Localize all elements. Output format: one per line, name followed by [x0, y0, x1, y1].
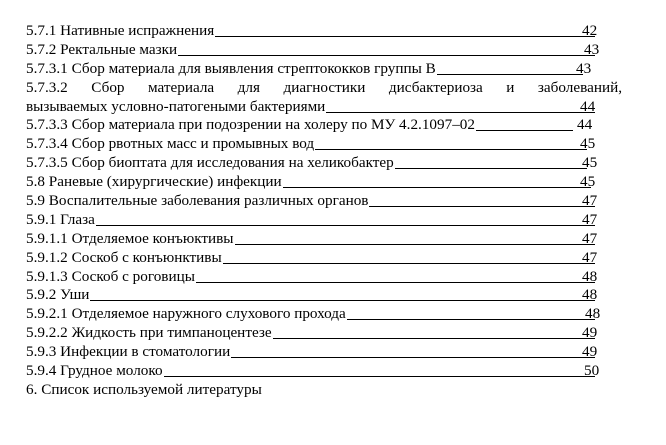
toc-page-number: 45 — [580, 173, 596, 191]
toc-page-number: 44 — [580, 97, 596, 115]
toc-leader-line — [96, 225, 595, 226]
toc-leader-line — [231, 357, 595, 358]
toc-page-number: 45 — [580, 135, 596, 153]
toc-entry — [26, 22, 622, 41]
toc-entry-title: 6. Список используемой литературы — [26, 380, 262, 398]
toc-leader-line — [347, 319, 595, 320]
toc-entry — [26, 343, 622, 362]
toc-page-number: 47 — [582, 210, 598, 228]
toc-entry — [26, 41, 622, 60]
toc-entry-title: 5.7.3.3 Сбор материала при подозрении на холеру по МУ 4.2.1097–02 — [26, 116, 475, 134]
toc-leader-line — [315, 149, 587, 150]
toc-page-number: 47 — [582, 192, 598, 210]
toc-entry — [26, 305, 622, 324]
toc-entry-title: 5.9.1.1 Отделяемое конъюктивы — [26, 229, 234, 247]
toc-page-number: 47 — [582, 248, 598, 266]
toc-entry — [26, 362, 622, 381]
toc-leader-line — [196, 282, 595, 283]
toc-page-number: 47 — [582, 229, 598, 247]
table-of-contents — [26, 22, 622, 400]
toc-entry — [26, 98, 622, 117]
toc-entry — [26, 230, 622, 249]
toc-leader-line — [395, 168, 587, 169]
toc-leader-line — [235, 244, 595, 245]
toc-page-number: 49 — [582, 343, 598, 361]
toc-entry — [26, 79, 622, 98]
toc-entry-title: 5.9.1 Глаза — [26, 210, 95, 228]
toc-entry-title: 5.7.3.1 Сбор материала для выявления стрептококков группы В — [26, 59, 436, 77]
toc-entry-title: 5.7.3.2 Сбор материала для диагностики дисбактериоза и заболеваний, — [26, 78, 622, 96]
toc-page-number: 49 — [582, 324, 598, 342]
toc-page-number: 50 — [584, 362, 600, 380]
toc-entry-title: 5.7.2 Ректальные мазки — [26, 40, 178, 58]
toc-page-number: 43 — [576, 59, 592, 77]
toc-leader-line — [178, 55, 595, 56]
toc-leader-line — [223, 263, 595, 264]
toc-entry — [26, 268, 622, 287]
toc-entry-title: 5.9.4 Грудное молоко — [26, 362, 163, 380]
toc-entry — [26, 249, 622, 268]
toc-entry — [26, 173, 622, 192]
toc-entry-title: 5.7.1 Нативные испражнения — [26, 22, 215, 39]
toc-leader-line — [369, 206, 595, 207]
toc-page-number: 45 — [582, 154, 598, 172]
toc-entry — [26, 135, 622, 154]
toc-leader-line — [90, 300, 595, 301]
toc-entry — [26, 60, 622, 79]
toc-leader-line — [273, 338, 595, 339]
toc-entry-title: вызываемых условно-патогеными бактериями — [26, 97, 326, 115]
toc-entry — [26, 116, 622, 135]
toc-page-number: 43 — [584, 40, 600, 58]
toc-page-number: 44 — [577, 116, 593, 134]
toc-leader-line — [215, 36, 595, 37]
toc-leader-line — [283, 187, 591, 188]
toc-entry — [26, 192, 622, 211]
toc-entry-title: 5.9.1.3 Соскоб с роговицы — [26, 267, 195, 285]
toc-entry-title: 5.9.3 Инфекции в стоматологии — [26, 343, 231, 361]
toc-entry-title: 5.9.2.2 Жидкость при тимпаноцентезе — [26, 324, 272, 342]
toc-entry — [26, 154, 622, 173]
toc-entry — [26, 381, 622, 400]
toc-page-number: 42 — [582, 22, 598, 39]
toc-leader-line — [476, 130, 573, 131]
toc-leader-line — [164, 376, 595, 377]
toc-entry-title: 5.9.2.1 Отделяемое наружного слухового прохода — [26, 305, 346, 323]
toc-entry — [26, 286, 622, 305]
toc-entry-title: 5.9.1.2 Соскоб с конъюнктивы — [26, 248, 222, 266]
toc-page-number: 48 — [582, 286, 598, 304]
toc-entry — [26, 324, 622, 343]
toc-entry-title: 5.8 Раневые (хирургические) инфекции — [26, 173, 282, 191]
toc-entry-title: 5.7.3.5 Сбор биоптата для исследования на хеликобактер — [26, 154, 394, 172]
toc-page-number: 48 — [585, 305, 601, 323]
toc-page-number: 48 — [582, 267, 598, 285]
toc-entry — [26, 211, 622, 230]
toc-entry-title: 5.9 Воспалительные заболевания различных органов — [26, 192, 369, 210]
toc-entry-title: 5.9.2 Уши — [26, 286, 90, 304]
toc-leader-line — [437, 74, 583, 75]
toc-leader-line — [326, 112, 595, 113]
toc-entry-title: 5.7.3.4 Сбор рвотных масс и промывных вод — [26, 135, 315, 153]
